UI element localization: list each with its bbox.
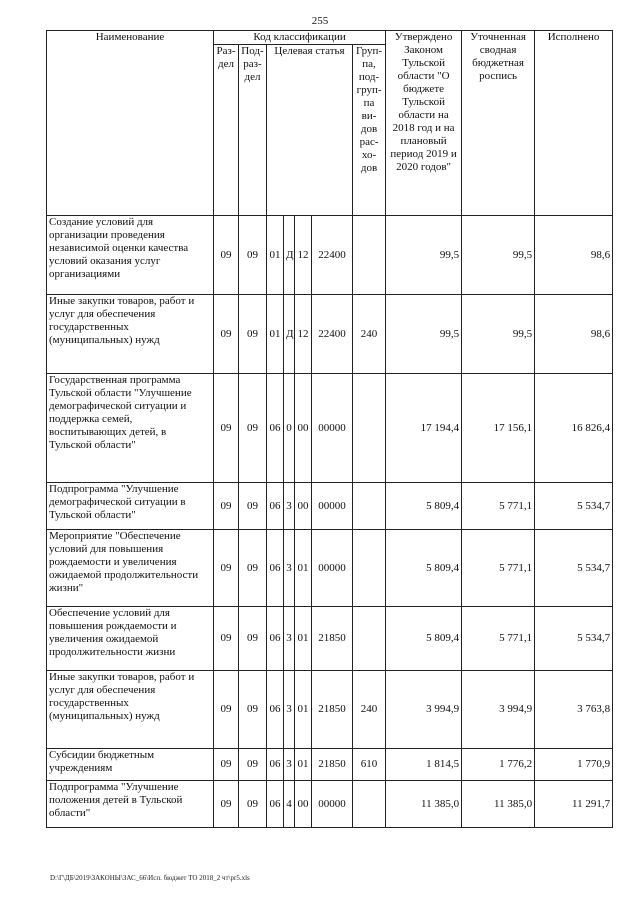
row-code-1: 06 [267, 530, 284, 607]
row-group: 610 [353, 749, 386, 781]
header-podrazdel: Под-раз-дел [239, 45, 267, 216]
table-row [47, 374, 613, 483]
row-refined: 5 771,1 [462, 530, 535, 607]
row-code-2: Д [284, 216, 295, 295]
row-podrazdel: 09 [239, 374, 267, 483]
header-razdel: Раз-дел [214, 45, 239, 216]
row-executed: 5 534,7 [535, 607, 613, 671]
row-group [353, 781, 386, 828]
row-approved: 17 194,4 [386, 374, 462, 483]
row-code-1: 06 [267, 483, 284, 530]
row-name: Подпрограмма "Улучшение демографической ситуации в Тульской области" [47, 483, 214, 530]
row-executed: 1 770,9 [535, 749, 613, 781]
table-row [47, 530, 613, 607]
row-approved: 1 814,5 [386, 749, 462, 781]
row-code-2: Д [284, 295, 295, 374]
row-code-3: 00 [295, 374, 312, 483]
table-row [47, 671, 613, 749]
row-code-2: 3 [284, 530, 295, 607]
row-razdel: 09 [214, 607, 239, 671]
row-approved: 11 385,0 [386, 781, 462, 828]
header-executed: Исполнено [535, 31, 613, 216]
row-executed: 98,6 [535, 216, 613, 295]
row-approved: 5 809,4 [386, 483, 462, 530]
row-razdel: 09 [214, 671, 239, 749]
row-code-1: 06 [267, 671, 284, 749]
row-podrazdel: 09 [239, 530, 267, 607]
row-name: Создание условий для организации проведения независимой оценки качества условий оказания услуг организациями [47, 216, 214, 295]
row-code-4: 21850 [312, 749, 353, 781]
row-group: 240 [353, 671, 386, 749]
row-podrazdel: 09 [239, 781, 267, 828]
row-razdel: 09 [214, 295, 239, 374]
row-name: Иные закупки товаров, работ и услуг для обеспечения государственных (муниципальных) нужд [47, 671, 214, 749]
row-code-3: 12 [295, 216, 312, 295]
row-executed: 3 763,8 [535, 671, 613, 749]
row-code-3: 00 [295, 781, 312, 828]
row-group [353, 374, 386, 483]
row-group: 240 [353, 295, 386, 374]
row-code-2: 4 [284, 781, 295, 828]
table-row [47, 607, 613, 671]
row-razdel: 09 [214, 530, 239, 607]
row-code-4: 00000 [312, 374, 353, 483]
row-name: Государственная программа Тульской области "Улучшение демографической ситуации и поддержка семей, воспитывающих детей, в Тульской области" [47, 374, 214, 483]
row-razdel: 09 [214, 216, 239, 295]
row-code-2: 3 [284, 749, 295, 781]
header-name: Наименование [47, 31, 214, 216]
file-path: D:\Г\ДБ\2019\ЗАКОНЫ\ЗАС_66\Исп. бюджет ТО 2018_2 чт\pr5.xls [50, 874, 250, 882]
row-code-4: 00000 [312, 483, 353, 530]
header-target: Целевая статья [267, 45, 353, 216]
row-group [353, 607, 386, 671]
row-refined: 1 776,2 [462, 749, 535, 781]
row-code-2: 0 [284, 374, 295, 483]
table-row [47, 781, 613, 828]
row-code-1: 01 [267, 216, 284, 295]
row-approved: 3 994,9 [386, 671, 462, 749]
table-row [47, 483, 613, 530]
row-refined: 5 771,1 [462, 483, 535, 530]
row-group [353, 216, 386, 295]
row-code-1: 01 [267, 295, 284, 374]
page-number: 255 [311, 15, 329, 27]
row-code-3: 12 [295, 295, 312, 374]
row-code-2: 3 [284, 483, 295, 530]
row-code-1: 06 [267, 607, 284, 671]
row-name: Обеспечение условий для повышения рождаемости и увеличения ожидаемой продолжительности жизни [47, 607, 214, 671]
row-razdel: 09 [214, 749, 239, 781]
row-code-1: 06 [267, 374, 284, 483]
row-name: Мероприятие "Обеспечение условий для повышения рождаемости и увеличения ожидаемой продолжительности жизни" [47, 530, 214, 607]
row-refined: 17 156,1 [462, 374, 535, 483]
row-executed: 5 534,7 [535, 530, 613, 607]
table-row [47, 295, 613, 374]
row-podrazdel: 09 [239, 216, 267, 295]
row-approved: 5 809,4 [386, 607, 462, 671]
header-refined: Уточненная сводная бюджетная роспись [462, 31, 535, 216]
row-executed: 5 534,7 [535, 483, 613, 530]
row-name: Субсидии бюджетным учреждениям [47, 749, 214, 781]
header-approved: Утверждено Законом Тульской области "О бюджете Тульской области на 2018 год и на плановый период 2019 и 2020 годов" [386, 31, 462, 216]
header-group: Груп-па, под-груп-па ви-дов рас-хо-дов [353, 45, 386, 216]
row-podrazdel: 09 [239, 483, 267, 530]
row-podrazdel: 09 [239, 607, 267, 671]
header-code-group: Код классификации [214, 31, 386, 45]
row-executed: 16 826,4 [535, 374, 613, 483]
row-razdel: 09 [214, 781, 239, 828]
row-executed: 11 291,7 [535, 781, 613, 828]
row-razdel: 09 [214, 374, 239, 483]
table-row [47, 749, 613, 781]
row-podrazdel: 09 [239, 671, 267, 749]
row-code-3: 00 [295, 483, 312, 530]
row-code-4: 21850 [312, 607, 353, 671]
row-refined: 3 994,9 [462, 671, 535, 749]
row-refined: 99,5 [462, 295, 535, 374]
table-header [47, 31, 613, 216]
row-refined: 5 771,1 [462, 607, 535, 671]
row-code-3: 01 [295, 607, 312, 671]
table-body [47, 216, 613, 828]
row-name: Иные закупки товаров, работ и услуг для обеспечения государственных (муниципальных) нужд [47, 295, 214, 374]
row-razdel: 09 [214, 483, 239, 530]
row-code-4: 00000 [312, 781, 353, 828]
row-code-2: 3 [284, 671, 295, 749]
row-refined: 11 385,0 [462, 781, 535, 828]
row-code-4: 22400 [312, 216, 353, 295]
row-group [353, 530, 386, 607]
row-refined: 99,5 [462, 216, 535, 295]
row-group [353, 483, 386, 530]
row-code-4: 21850 [312, 671, 353, 749]
row-approved: 5 809,4 [386, 530, 462, 607]
row-code-1: 06 [267, 781, 284, 828]
row-executed: 98,6 [535, 295, 613, 374]
row-code-3: 01 [295, 671, 312, 749]
row-name: Подпрограмма "Улучшение положения детей в Тульской области" [47, 781, 214, 828]
table-row [47, 216, 613, 295]
row-podrazdel: 09 [239, 295, 267, 374]
row-approved: 99,5 [386, 216, 462, 295]
row-code-1: 06 [267, 749, 284, 781]
budget-table [46, 30, 613, 828]
row-code-3: 01 [295, 530, 312, 607]
row-code-3: 01 [295, 749, 312, 781]
row-code-4: 00000 [312, 530, 353, 607]
row-code-2: 3 [284, 607, 295, 671]
row-approved: 99,5 [386, 295, 462, 374]
row-podrazdel: 09 [239, 749, 267, 781]
row-code-4: 22400 [312, 295, 353, 374]
